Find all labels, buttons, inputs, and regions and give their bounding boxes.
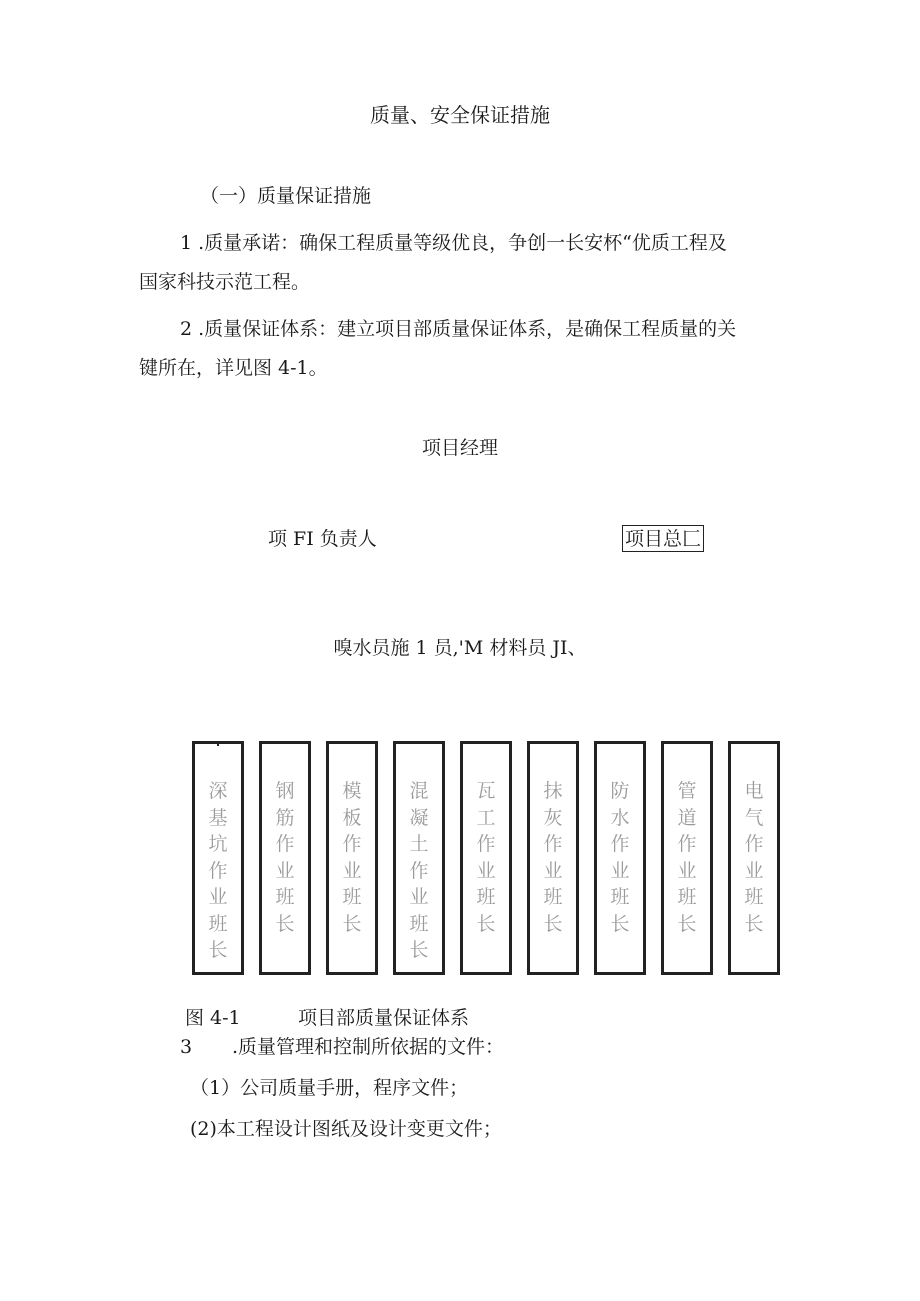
paragraph-2-line-2: 键所在，详见图 4-1。 xyxy=(139,357,328,379)
team-box xyxy=(326,741,378,975)
figure-number: 图 4-1 xyxy=(185,1007,241,1029)
team-label: 钢筋作业班长 xyxy=(275,780,295,935)
org-node-chief-engineer: 项目总匚 xyxy=(622,525,704,552)
list-item: (2)本工程设计图纸及设计变更文件； xyxy=(190,1118,502,1140)
document-title: 质量、安全保证措施 xyxy=(370,103,550,127)
paragraph-3-number: 3 xyxy=(180,1036,193,1058)
org-node-project-manager: 项目经理 xyxy=(421,437,498,459)
team-box xyxy=(460,741,512,975)
team-leader-boxes xyxy=(192,739,784,979)
team-box xyxy=(259,741,311,975)
team-label: 混凝土作业班长 xyxy=(409,780,429,961)
paragraph-1-line-2: 国家科技示范工程。 xyxy=(139,271,311,293)
list-item: （1）公司质量手册，程序文件； xyxy=(190,1077,469,1099)
team-label: 防水作业班长 xyxy=(610,780,630,935)
org-node-project-lead: 项 FI 负责人 xyxy=(268,528,377,550)
team-label: 模板作业班长 xyxy=(342,780,362,935)
section-heading: （一）质量保证措施 xyxy=(200,185,372,207)
team-label: 深基坑作业班长 xyxy=(208,780,228,961)
team-box xyxy=(728,741,780,975)
team-box xyxy=(393,741,445,975)
team-box xyxy=(594,741,646,975)
team-box xyxy=(661,741,713,975)
org-staff-row: 嗅水员施 1 员,'M 材料员 JI、 xyxy=(333,637,587,659)
paragraph-2-line-1: 2 .质量保证体系：建立项目部质量保证体系，是确保工程质量的关 xyxy=(180,318,737,340)
team-label: 管道作业班长 xyxy=(677,780,697,935)
team-label: 瓦工作业班长 xyxy=(476,780,496,935)
team-label: 电气作业班长 xyxy=(744,780,764,935)
paragraph-3-text: .质量管理和控制所依据的文件： xyxy=(232,1036,505,1058)
paragraph-1-line-1: 1 .质量承诺：确保工程质量等级优良，争创一长安杯“优质工程及 xyxy=(180,232,727,254)
team-box xyxy=(192,741,244,975)
figure-caption: 项目部质量保证体系 xyxy=(298,1007,470,1029)
team-label: 抹灰作业班长 xyxy=(543,780,563,935)
team-box xyxy=(527,741,579,975)
